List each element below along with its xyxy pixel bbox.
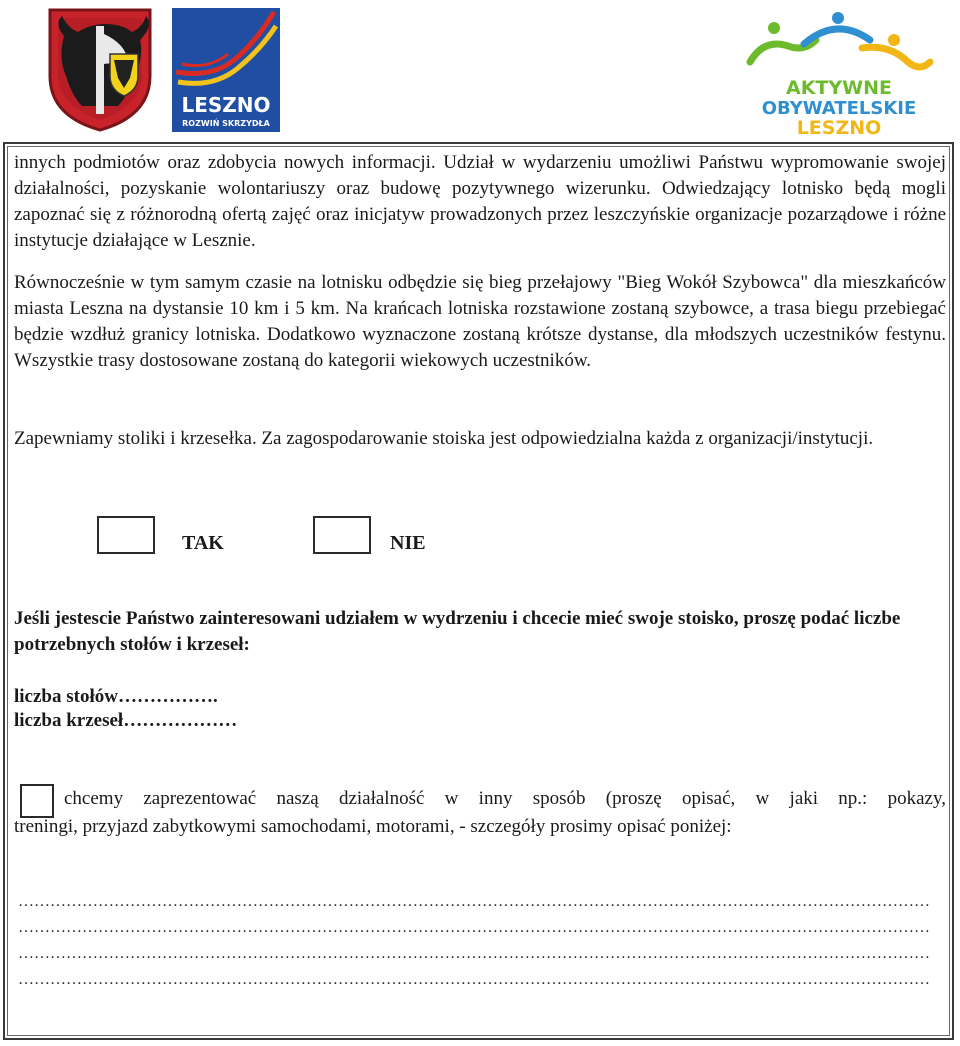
no-checkbox[interactable] (313, 516, 371, 554)
chairs-count-field[interactable]: liczba krzeseł……………… (14, 710, 238, 731)
other-presentation-text-line2: treningi, przyjazd zabytkowymi samochodami, motorami, - szczegóły prosimy opisać poniżej: (14, 816, 732, 837)
ao-logo-line3: LESZNO (796, 117, 882, 136)
leszno-coat-of-arms-logo (44, 6, 156, 134)
other-presentation-text-line1: chcemy zaprezentować naszą działalność w inny sposób (proszę opisać, w jaki np.: pokazy, (64, 788, 946, 809)
paragraph-tables: Zapewniamy stoliki i krzesełka. Za zagospodarowanie stoiska jest odpowiedzialna każda z organizacji/instytucji. (14, 428, 874, 449)
leszno-rozwin-skrzydla-logo (172, 8, 280, 132)
aktywne-obywatelskie-leszno-logo (744, 10, 934, 136)
ao-logo-line1: AKTYWNE (786, 77, 892, 99)
leszno-logo-name: LESZNO (181, 93, 271, 117)
tables-count-field[interactable]: liczba stołów……………. (14, 686, 218, 707)
description-line-3[interactable]: ……………………………………………………………………………………………………………………………………………………… (18, 945, 930, 962)
leszno-logo-slogan: ROZWIŃ SKRZYDŁA (182, 119, 270, 128)
yes-checkbox[interactable] (97, 516, 155, 554)
yes-label: TAK (182, 532, 224, 554)
other-presentation-checkbox[interactable] (20, 784, 54, 818)
paragraph-intro: innych podmiotów oraz zdobycia nowych informacji. Udział w wydarzeniu umożliwi Państwu wypromowanie swojej działalności, pozyskanie wolontariuszy oraz budowę pozytywnego wizerunku. Odwiedzający lotnisko będą mogli zapoznać się z różnorodną ofertą zajęć oraz inicjatyw prowadzonych przez leszczyńskie organizacje pozarządowe i różne instytucje działające w Lesznie. (14, 152, 946, 251)
description-line-2[interactable]: ……………………………………………………………………………………………………………………………………………………… (18, 919, 930, 936)
page-header (0, 0, 960, 140)
ao-logo-line2: OBYWATELSKIE (761, 98, 917, 119)
paragraph-run: Równocześnie w tym samym czasie na lotnisku odbędzie się bieg przełajowy "Bieg Wokół Szybowca" dla mieszkańców miasta Leszna na dystansie 10 km i 5 km. Na krańcach lotniska rozstawione zostaną szybowce, a trasa biegu przebiegać będzie wzdłuż granicy lotniska. Dodatkowo wyznaczone zostaną krótsze dystanse, dla młodszych uczestników festynu. Wszystkie trasy dostosowane zostaną do kategorii wiekowych uczestników. (14, 272, 946, 371)
description-line-1[interactable]: ……………………………………………………………………………………………………………………………………………………… (18, 893, 930, 910)
no-label: NIE (390, 532, 426, 554)
description-line-4[interactable]: ……………………………………………………………………………………………………………………………………………………… (18, 971, 930, 988)
stand-question: Jeśli jestescie Państwo zainteresowani udziałem w wydrzeniu i chcecie mieć swoje stoisko, proszę podać liczbe potrzebnych stołów i krzeseł: (14, 608, 901, 655)
